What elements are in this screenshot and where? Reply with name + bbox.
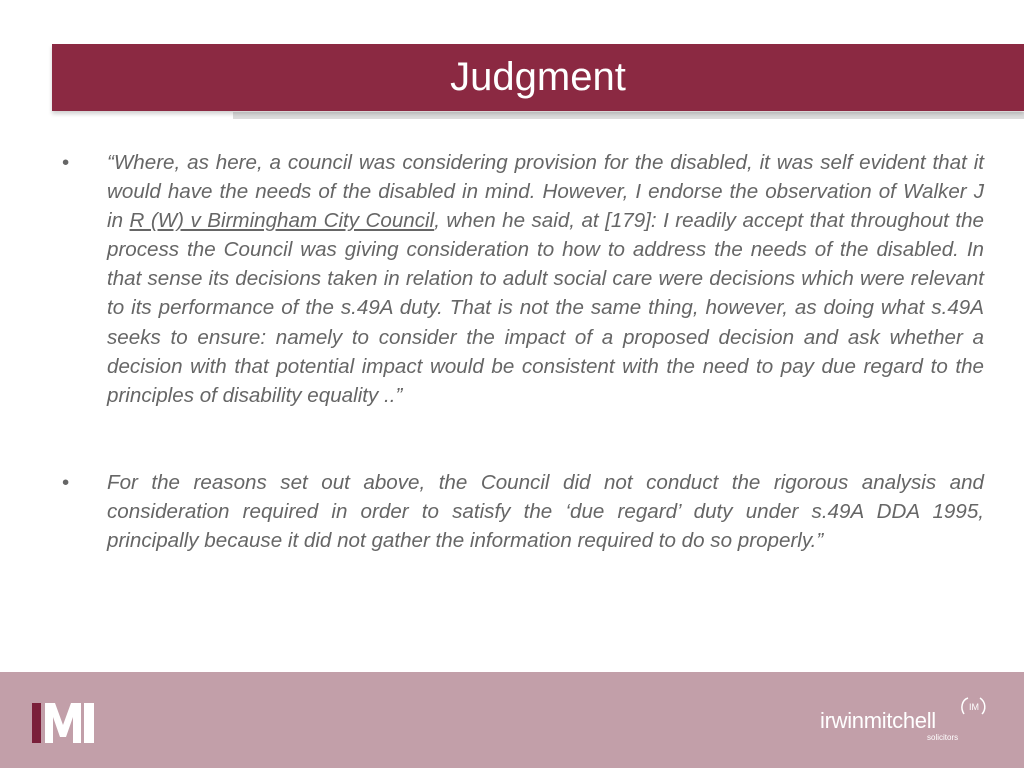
bullet-item-conclusion: [60, 468, 984, 555]
brand-mark-icon: [960, 696, 988, 716]
logo-bar-i: [32, 703, 41, 743]
logo-bar-right: [84, 703, 94, 743]
case-citation-link[interactable]: R (W) v Birmingham City Council: [129, 209, 435, 233]
bullet-icon: •: [62, 470, 70, 494]
footer-bar: [0, 672, 1024, 768]
brand-tagline: solicitors: [927, 733, 959, 742]
bullet-item-quote: [60, 148, 984, 410]
title-bar: [52, 44, 1024, 111]
im-logo-icon: [32, 703, 94, 743]
quote-text-start: “Where, as here, a council was considering provision for the disabled, it was self evident that it would have the needs of the disabled in mind. However, I endorse the observation of Walker J in: [107, 151, 984, 233]
brand-mark-text: IM: [969, 702, 979, 712]
brand-name: irwinmitchell: [820, 708, 936, 733]
slide-content: [60, 148, 984, 555]
conclusion-text: For the reasons set out above, the Council did not conduct the rigorous analysis and consideration required in order to satisfy the ‘due regard’ duty under s.49A DDA 1995, principally because it did not gather the information required to do so properly.”: [107, 470, 984, 553]
slide-title: Judgment: [450, 55, 626, 99]
quote-text-end: , when he said, at [179]: I readily accept that throughout the process the Council was giving consideration to how to address the needs of the disabled. In that sense its decisions taken in relation to adult social care were decisions which were relevant to its performance of the s.49A duty. That is not the same thing, however, as doing what s.49A seeks to ensure: namely to consider the impact of a proposed decision and ask whether a decision with that potential impact would be consistent with the need to pay due regard to the principles of disability equality ..”: [107, 209, 984, 407]
logo-letter-m: [45, 703, 81, 743]
irwinmitchell-brand: [820, 700, 990, 750]
bullet-icon: •: [62, 151, 70, 174]
title-bar-shadow: [233, 112, 1024, 119]
